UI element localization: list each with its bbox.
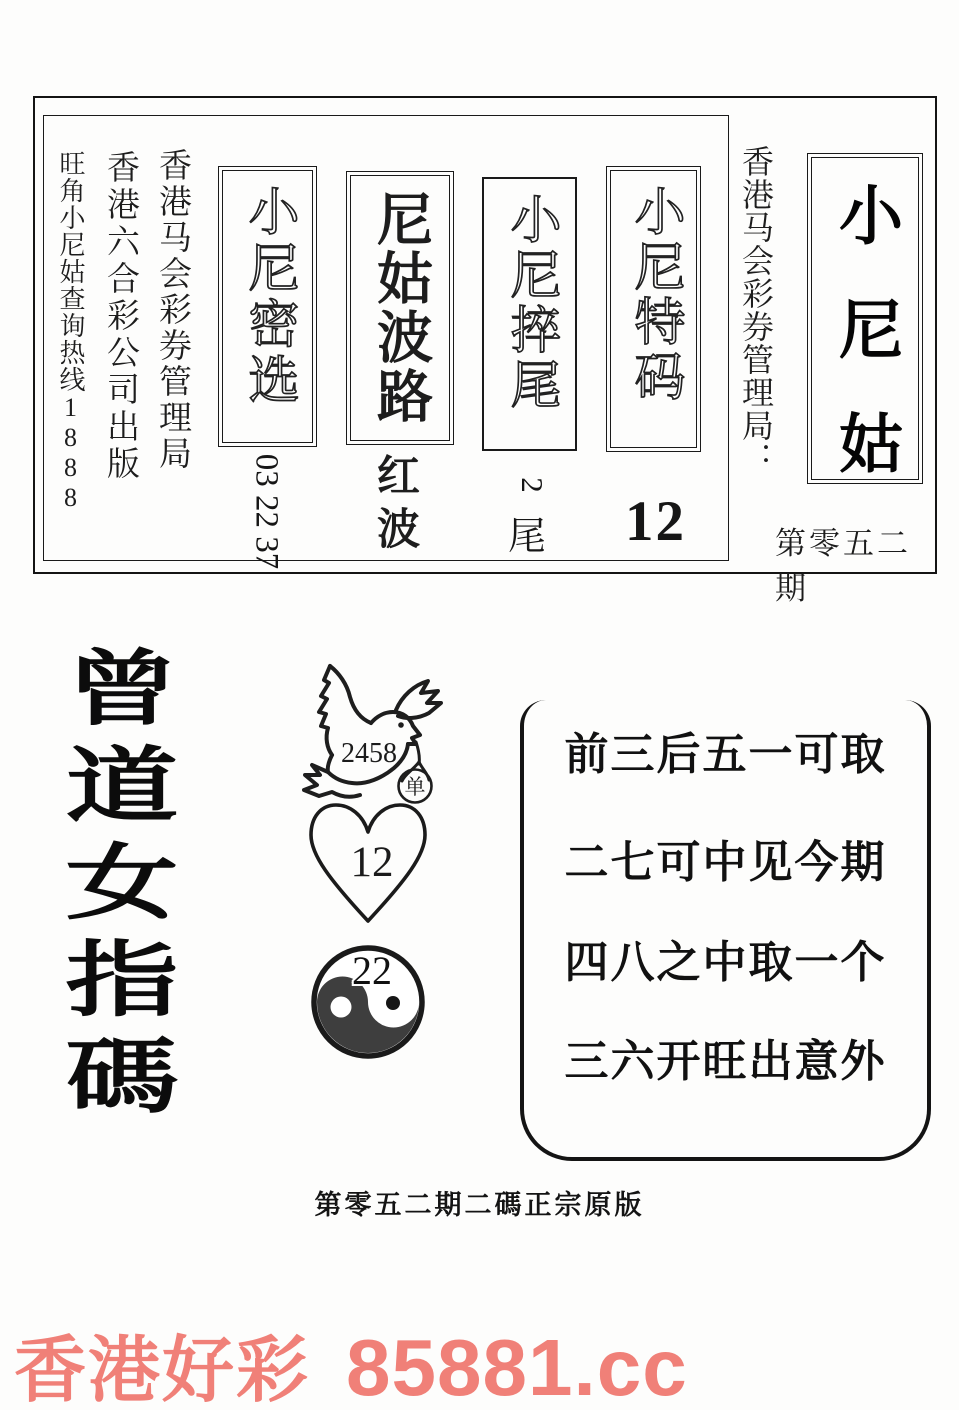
taiji-icon xyxy=(308,942,428,1062)
heart-icon xyxy=(308,798,428,928)
footer-site-name: 香港好彩 xyxy=(14,1331,311,1410)
brand-vertical-title xyxy=(66,640,178,1125)
taiji-dark-dot xyxy=(386,996,400,1010)
dove-icon xyxy=(278,652,450,814)
brand-char: 指 xyxy=(65,933,179,1026)
zuowei-digit: 2 xyxy=(515,477,550,493)
verse-box xyxy=(520,700,931,1161)
tema-box xyxy=(606,166,701,452)
verse-line: 前三后五一可取 xyxy=(564,730,887,779)
zuowei-char: 尾 xyxy=(508,516,547,558)
tema-number: 12 xyxy=(625,490,686,553)
verse-line: 三六开旺出意外 xyxy=(564,1037,887,1086)
heart-number: 12 xyxy=(350,839,394,886)
bolu-title: 尼姑波路 xyxy=(369,190,431,426)
dove-eye xyxy=(398,722,404,728)
brand-char: 女 xyxy=(65,836,179,929)
dove-number: 2458 xyxy=(341,738,397,769)
footer-watermark xyxy=(14,1312,688,1410)
authority-column: 香港马会彩券管理局 xyxy=(154,148,190,472)
publisher-column: 香港六合彩公司出版 xyxy=(102,150,138,483)
mixuan-box xyxy=(218,166,317,447)
issue-number: 第零五二期 xyxy=(775,526,911,606)
zuowei-box xyxy=(482,177,577,451)
brand-char: 碼 xyxy=(65,1030,179,1123)
taiji-number: 22 xyxy=(352,948,392,993)
verse-line: 二七可中见今期 xyxy=(564,838,887,887)
tema-title: 小尼特码 xyxy=(626,185,682,405)
brand-char: 曾 xyxy=(65,642,179,735)
header-outer-frame xyxy=(33,96,937,606)
edition-caption: 第零五二期二碼正宗原版 xyxy=(314,1190,645,1220)
taiji-white-dot xyxy=(331,997,352,1018)
masthead-box xyxy=(807,153,923,524)
masthead-title: 小尼姑 xyxy=(830,182,901,524)
brand-char: 道 xyxy=(65,739,179,832)
zuowei-title: 小尼捽尾 xyxy=(502,193,558,413)
footer-site-url: 85881.cc xyxy=(346,1323,688,1410)
dove-pendant-label: 单 xyxy=(404,775,426,799)
mixuan-numbers: 03 22 37 xyxy=(248,453,285,569)
hotline-column: 旺角小尼姑查询热线1888 xyxy=(56,150,85,513)
bolu-box xyxy=(346,171,454,445)
authority-column-right: 香港马会彩券管理局： xyxy=(738,145,774,475)
verse-line: 四八之中取一个 xyxy=(564,938,887,987)
mixuan-title: 小尼密选 xyxy=(240,185,296,409)
bolu-sub: 红波 xyxy=(371,453,418,559)
